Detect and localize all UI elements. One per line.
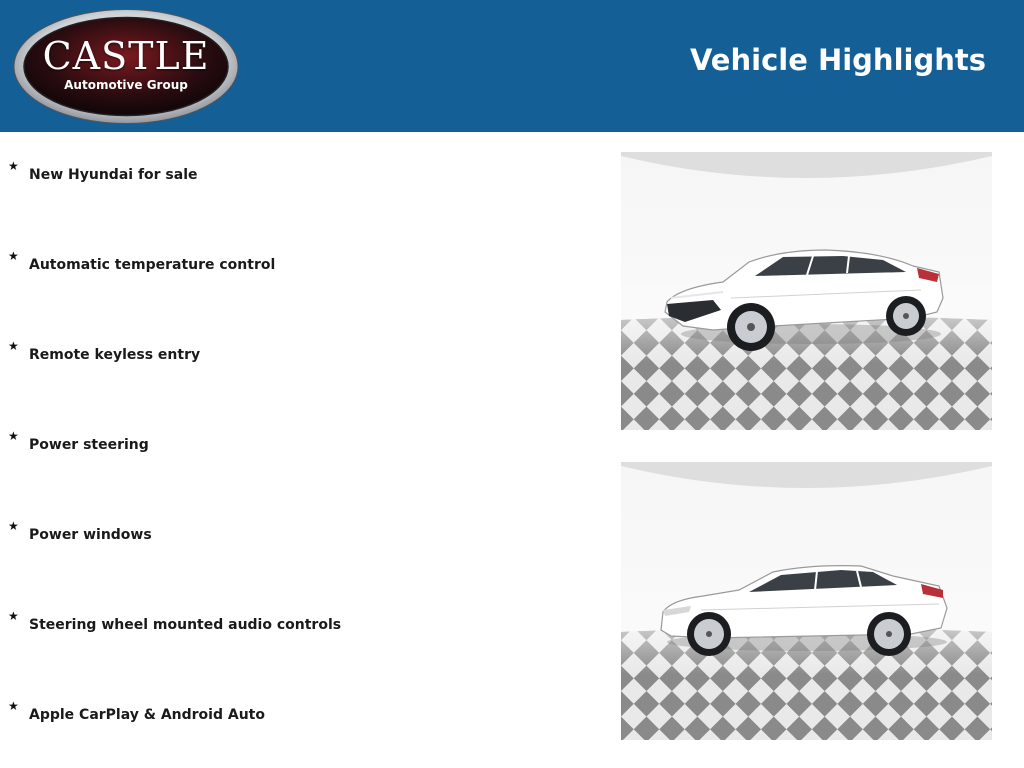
list-item <box>8 609 568 640</box>
car-image <box>621 462 992 740</box>
star-bullet-icon: ★ <box>8 519 19 533</box>
star-bullet-icon: ★ <box>8 699 19 713</box>
header-banner <box>0 0 1024 132</box>
star-bullet-icon: ★ <box>8 159 19 173</box>
car-image <box>621 152 992 430</box>
car-photo-side-profile[interactable] <box>621 462 992 740</box>
highlight-text: New Hyundai for sale <box>29 167 198 183</box>
logo-brand-text: CASTLE <box>42 34 210 78</box>
logo-subtitle-text: Automotive Group <box>64 78 188 92</box>
highlight-text: Automatic temperature control <box>29 257 276 273</box>
highlight-text: Power steering <box>29 437 149 453</box>
list-item <box>8 159 568 190</box>
list-item <box>8 699 568 730</box>
star-bullet-icon: ★ <box>8 339 19 353</box>
list-item <box>8 339 568 370</box>
list-item <box>8 519 568 550</box>
castle-logo[interactable] <box>13 8 239 125</box>
highlight-text: Steering wheel mounted audio controls <box>29 617 342 633</box>
highlight-text: Apple CarPlay & Android Auto <box>29 707 265 723</box>
star-bullet-icon: ★ <box>8 249 19 263</box>
highlight-text: Remote keyless entry <box>29 347 201 363</box>
car-photo-front-three-quarter[interactable] <box>621 152 992 430</box>
highlight-text: Power windows <box>29 527 152 543</box>
list-item <box>8 429 568 460</box>
star-bullet-icon: ★ <box>8 429 19 443</box>
star-bullet-icon: ★ <box>8 609 19 623</box>
page-title: Vehicle Highlights <box>689 43 986 77</box>
list-item <box>8 249 568 280</box>
